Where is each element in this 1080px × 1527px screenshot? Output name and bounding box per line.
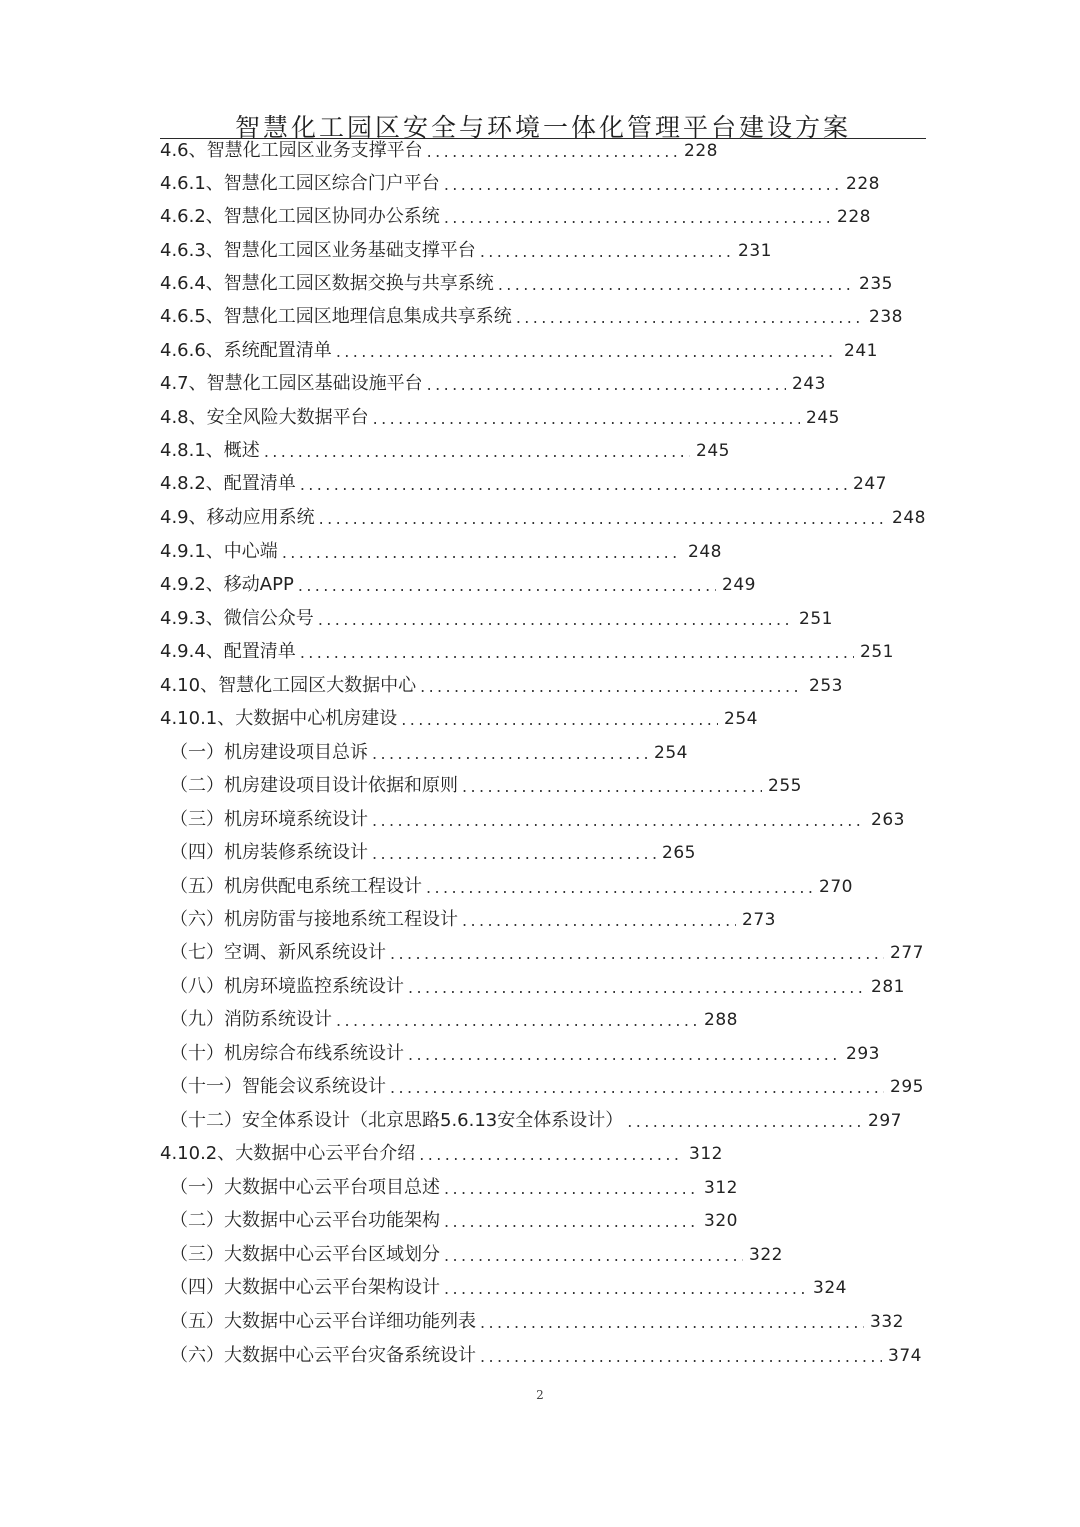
- toc-entry-page-number: 255: [768, 776, 802, 796]
- toc-dot-leader: [444, 1207, 698, 1237]
- page-number: 2: [536, 1388, 544, 1402]
- toc-entry[interactable]: [170, 1240, 783, 1270]
- toc-dot-leader: [462, 772, 762, 802]
- toc-dot-leader: [319, 504, 886, 534]
- toc-entry-label: 4.10.2、大数据中心云平台介绍: [160, 1143, 416, 1164]
- toc-entry-page-number: 297: [868, 1111, 902, 1131]
- toc-dot-leader: [318, 605, 793, 635]
- toc-entry[interactable]: [160, 169, 880, 199]
- toc-dot-leader: [444, 1241, 743, 1271]
- toc-entry-page-number: 245: [696, 441, 730, 461]
- toc-entry-page-number: 248: [688, 542, 722, 562]
- toc-entry[interactable]: [170, 938, 924, 968]
- toc-entry-label: 4.9.2、移动APP: [160, 574, 294, 595]
- toc-entry[interactable]: [170, 1005, 738, 1035]
- toc-entry-label: 4.10、智慧化工园区大数据中心: [160, 675, 417, 696]
- toc-entry-label: （五）大数据中心云平台详细功能列表: [170, 1311, 476, 1332]
- toc-dot-leader: [408, 973, 865, 1003]
- toc-entry-label: 4.6.5、智慧化工园区地理信息集成共享系统: [160, 306, 512, 327]
- toc-entry-label: 4.8.2、配置清单: [160, 473, 296, 494]
- toc-dot-leader: [462, 906, 736, 936]
- toc-entry[interactable]: [170, 1173, 738, 1203]
- toc-entry-label: 4.6.3、智慧化工园区业务基础支撑平台: [160, 240, 476, 261]
- toc-entry[interactable]: [170, 1039, 880, 1069]
- toc-dot-leader: [427, 137, 678, 167]
- toc-entry-label: 4.9、移动应用系统: [160, 507, 315, 528]
- toc-entry-page-number: 270: [819, 877, 853, 897]
- toc-dot-leader: [444, 170, 840, 200]
- toc-entry[interactable]: [160, 236, 772, 266]
- toc-entry-page-number: 332: [870, 1312, 904, 1332]
- toc-entry-page-number: 247: [853, 474, 887, 494]
- toc-entry-page-number: 253: [809, 676, 843, 696]
- toc-entry-page-number: 243: [792, 374, 826, 394]
- toc-entry[interactable]: [160, 704, 758, 734]
- toc-entry-label: （一）大数据中心云平台项目总述: [170, 1177, 440, 1198]
- toc-entry[interactable]: [170, 1106, 902, 1136]
- toc-dot-leader: [419, 1140, 683, 1170]
- toc-dot-leader: [298, 571, 716, 601]
- toc-dot-leader: [390, 939, 884, 969]
- toc-entry-label: （七）空调、新风系统设计: [170, 942, 386, 963]
- toc-dot-leader: [480, 237, 732, 267]
- toc-entry[interactable]: [170, 1273, 847, 1303]
- document-header-title: 智慧化工园区安全与环境一体化管理平台建设方案: [234, 113, 851, 142]
- toc-dot-leader: [426, 873, 813, 903]
- toc-entry-label: 4.9.1、中心端: [160, 541, 278, 562]
- toc-entry[interactable]: [160, 637, 894, 667]
- toc-entry-label: 4.6.2、智慧化工园区协同办公系统: [160, 206, 440, 227]
- toc-dot-leader: [373, 404, 800, 434]
- toc-dot-leader: [480, 1308, 864, 1338]
- toc-dot-leader: [444, 203, 831, 233]
- toc-dot-leader: [498, 270, 853, 300]
- toc-entry-label: （一）机房建设项目总诉: [170, 742, 368, 763]
- toc-dot-leader: [300, 638, 854, 668]
- toc-entry[interactable]: [160, 671, 843, 701]
- toc-entry-page-number: 263: [871, 810, 905, 830]
- toc-entry[interactable]: [160, 202, 871, 232]
- toc-entry-page-number: 231: [738, 241, 772, 261]
- toc-dot-leader: [627, 1107, 862, 1137]
- toc-entry-label: （六）大数据中心云平台灾备系统设计: [170, 1345, 476, 1366]
- toc-dot-leader: [336, 337, 838, 367]
- toc-entry-page-number: 295: [890, 1077, 924, 1097]
- toc-entry[interactable]: [170, 738, 688, 768]
- toc-entry-label: （九）消防系统设计: [170, 1009, 332, 1030]
- toc-entry-label: （三）大数据中心云平台区域划分: [170, 1244, 440, 1265]
- toc-entry[interactable]: [160, 537, 722, 567]
- toc-entry-page-number: 265: [662, 843, 696, 863]
- toc-dot-leader: [372, 739, 648, 769]
- toc-dot-leader: [427, 370, 786, 400]
- toc-entry[interactable]: [170, 1341, 922, 1371]
- toc-entry-label: 4.7、智慧化工园区基础设施平台: [160, 373, 423, 394]
- toc-dot-leader: [372, 806, 865, 836]
- toc-entry-page-number: 248: [892, 508, 926, 528]
- toc-entry-page-number: 249: [722, 575, 756, 595]
- toc-entry-page-number: 320: [704, 1211, 738, 1231]
- toc-entry[interactable]: [170, 1307, 904, 1337]
- toc-entry-page-number: 228: [684, 141, 718, 161]
- toc-entry-label: （三）机房环境系统设计: [170, 809, 368, 830]
- toc-entry-page-number: 322: [749, 1245, 783, 1265]
- toc-entry-label: 4.10.1、大数据中心机房建设: [160, 708, 398, 729]
- toc-entry-page-number: 245: [806, 408, 840, 428]
- toc-entry-label: （四）机房装修系统设计: [170, 842, 368, 863]
- toc-entry-label: 4.9.3、微信公众号: [160, 608, 314, 629]
- toc-dot-leader: [408, 1040, 840, 1070]
- toc-entry[interactable]: [160, 403, 840, 433]
- toc-entry-page-number: 254: [724, 709, 758, 729]
- toc-entry-page-number: 277: [890, 943, 924, 963]
- toc-dot-leader: [300, 470, 847, 500]
- toc-entry-label: 4.6.1、智慧化工园区综合门户平台: [160, 173, 440, 194]
- toc-entry[interactable]: [170, 771, 802, 801]
- toc-entry-label: （二）大数据中心云平台功能架构: [170, 1210, 440, 1231]
- toc-entry[interactable]: [160, 269, 893, 299]
- toc-dot-leader: [282, 538, 682, 568]
- toc-entry-label: （八）机房环境监控系统设计: [170, 976, 404, 997]
- toc-entry-label: 4.8、安全风险大数据平台: [160, 407, 369, 428]
- toc-entry-page-number: 251: [799, 609, 833, 629]
- toc-entry-page-number: 288: [704, 1010, 738, 1030]
- toc-entry[interactable]: [160, 604, 833, 634]
- toc-entry-page-number: 324: [813, 1278, 847, 1298]
- toc-entry-page-number: 312: [689, 1144, 723, 1164]
- toc-entry-label: 4.9.4、配置清单: [160, 641, 296, 662]
- toc-entry-label: 4.6.4、智慧化工园区数据交换与共享系统: [160, 273, 494, 294]
- toc-entry-label: 4.6、智慧化工园区业务支撑平台: [160, 140, 423, 161]
- toc-dot-leader: [390, 1073, 884, 1103]
- toc-dot-leader: [264, 437, 690, 467]
- toc-entry-page-number: 228: [837, 207, 871, 227]
- toc-entry[interactable]: [160, 302, 903, 332]
- toc-entry-page-number: 238: [869, 307, 903, 327]
- toc-dot-leader: [516, 303, 863, 333]
- toc-entry-label: （十一）智能会议系统设计: [170, 1076, 386, 1097]
- toc-dot-leader: [444, 1274, 807, 1304]
- toc-entry[interactable]: [170, 1206, 738, 1236]
- toc-entry-label: （六）机房防雷与接地系统工程设计: [170, 909, 458, 930]
- toc-entry[interactable]: [170, 872, 853, 902]
- toc-dot-leader: [401, 705, 718, 735]
- toc-entry-page-number: 251: [860, 642, 894, 662]
- toc-entry-page-number: 235: [859, 274, 893, 294]
- toc-entry[interactable]: [170, 972, 905, 1002]
- toc-entry[interactable]: [160, 469, 887, 499]
- toc-dot-leader: [420, 672, 803, 702]
- toc-entry[interactable]: [170, 838, 696, 868]
- toc-entry-label: （四）大数据中心云平台架构设计: [170, 1277, 440, 1298]
- toc-entry-page-number: 374: [888, 1346, 922, 1366]
- toc-entry[interactable]: [160, 336, 878, 366]
- toc-entry[interactable]: [160, 136, 718, 166]
- toc-entry[interactable]: [160, 503, 926, 533]
- toc-dot-leader: [444, 1174, 698, 1204]
- toc-entry-label: 4.6.6、系统配置清单: [160, 340, 332, 361]
- toc-entry[interactable]: [160, 436, 730, 466]
- toc-entry-label: 4.8.1、概述: [160, 440, 260, 461]
- toc-entry-page-number: 254: [654, 743, 688, 763]
- toc-entry-label: （十）机房综合布线系统设计: [170, 1043, 404, 1064]
- toc-entry-label: （二）机房建设项目设计依据和原则: [170, 775, 458, 796]
- toc-entry-label: （十二）安全体系设计（北京思路5.6.13安全体系设计）: [170, 1110, 624, 1131]
- toc-entry-label: （五）机房供配电系统工程设计: [170, 876, 422, 897]
- toc-entry[interactable]: [160, 570, 756, 600]
- toc-entry-page-number: 241: [844, 341, 878, 361]
- toc-entry-page-number: 228: [846, 174, 880, 194]
- toc-entry[interactable]: [160, 369, 826, 399]
- toc-entry-page-number: 281: [871, 977, 905, 997]
- toc-entry-page-number: 273: [742, 910, 776, 930]
- toc-entry[interactable]: [170, 905, 776, 935]
- toc-entry[interactable]: [170, 1072, 924, 1102]
- toc-dot-leader: [336, 1006, 698, 1036]
- toc-dot-leader: [480, 1342, 882, 1372]
- toc-entry[interactable]: [160, 1139, 723, 1169]
- toc-entry-page-number: 312: [704, 1178, 738, 1198]
- toc-entry[interactable]: [170, 805, 905, 835]
- toc-dot-leader: [372, 839, 656, 869]
- toc-entry-page-number: 293: [846, 1044, 880, 1064]
